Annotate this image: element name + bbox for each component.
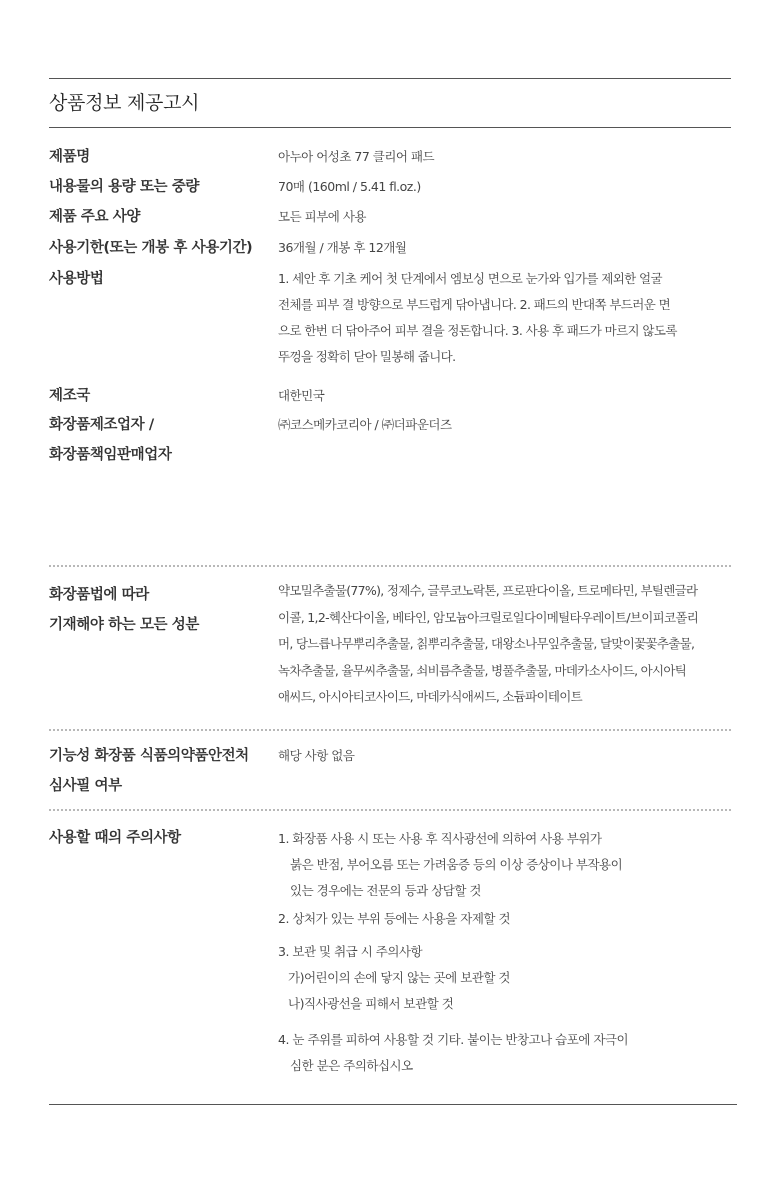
manufacturer-label-line: 화장품책임판매업자 bbox=[49, 447, 172, 463]
ingredients-line: 녹차추출물, 율무씨추출물, 쇠비름추출물, 병풀추출물, 마데카소사이드, 아시아틱 bbox=[278, 662, 687, 678]
caution-line: 있는 경우에는 전문의 등과 상담할 것 bbox=[290, 883, 481, 898]
manufacturer-label-line: 화장품제조업자 / bbox=[49, 417, 154, 433]
value-manufacturer: ㈜코스메카코리아 / ㈜더파운더즈 bbox=[278, 417, 452, 432]
value-origin: 대한민국 bbox=[278, 388, 325, 403]
divider-dotted bbox=[49, 729, 731, 731]
top-rule bbox=[49, 78, 731, 79]
label-origin: 제조국 bbox=[49, 388, 90, 404]
functional-label-line: 심사필 여부 bbox=[49, 778, 122, 794]
caution-line: 나)직사광선을 피해서 보관할 것 bbox=[288, 996, 454, 1011]
label-capacity: 내용물의 용량 또는 중량 bbox=[49, 179, 200, 195]
ingredients-line: 이콜, 1,2-헥산다이올, 베타인, 암모늄아크릴로일다이메틸타우레이트/브이피코폴리 bbox=[278, 609, 699, 625]
caution-line: 4. 눈 주위를 피하여 사용할 것 기타. 붙이는 반창고나 습포에 자극이 bbox=[278, 1032, 629, 1047]
usage-line: 뚜껑을 정확히 닫아 밀봉해 줍니다. bbox=[278, 349, 456, 364]
ingredients-line: 약모밀추출물(77%), 정제수, 글루코노락톤, 프로판다이올, 트로메타민, 부틸렌글라 bbox=[278, 583, 698, 598]
value-product-name: 아누아 어성초 77 클리어 패드 bbox=[278, 149, 435, 164]
value-ingredients bbox=[278, 578, 730, 711]
value-cautions-1 bbox=[278, 826, 730, 904]
divider-dotted bbox=[49, 809, 731, 811]
value-cautions-3 bbox=[278, 939, 730, 1017]
ingredients-label-line: 화장품법에 따라 bbox=[49, 587, 149, 603]
caution-line: 심한 분은 주의하십시오 bbox=[290, 1058, 413, 1073]
value-usage bbox=[278, 266, 730, 370]
caution-line: 가)어린이의 손에 닿지 않는 곳에 보관할 것 bbox=[288, 970, 510, 985]
caution-line: 3. 보관 및 취급 시 주의사항 bbox=[278, 944, 423, 959]
value-capacity: 70매 (160ml / 5.41 fl.oz.) bbox=[278, 179, 421, 194]
usage-line: 1. 세안 후 기초 케어 첫 단계에서 엠보싱 면으로 눈가와 입가를 제외한 얼굴 bbox=[278, 271, 662, 286]
label-usage: 사용방법 bbox=[49, 271, 104, 287]
label-main-spec: 제품 주요 사양 bbox=[49, 209, 140, 225]
ingredients-label-line: 기재해야 하는 모든 성분 bbox=[49, 617, 200, 633]
usage-line: 으로 한번 더 닦아주어 피부 결을 정돈합니다. 3. 사용 후 패드가 마르지 않도록 bbox=[278, 323, 677, 338]
ingredients-line: 애씨드, 아시아티코사이드, 마데카식애씨드, 소듐파이테이트 bbox=[278, 689, 583, 705]
label-product-name: 제품명 bbox=[49, 149, 90, 165]
title-rule bbox=[49, 127, 731, 128]
caution-line: 1. 화장품 사용 시 또는 사용 후 직사광선에 의하여 사용 부위가 bbox=[278, 831, 602, 846]
label-ingredients bbox=[49, 580, 274, 640]
caution-line: 2. 상처가 있는 부위 등에는 사용을 자제할 것 bbox=[278, 911, 511, 926]
value-main-spec: 모든 피부에 사용 bbox=[278, 209, 366, 224]
bottom-rule bbox=[49, 1104, 737, 1105]
caution-line: 붉은 반점, 부어오름 또는 가려움증 등의 이상 증상이나 부작용이 bbox=[290, 857, 623, 872]
page-title: 상품정보 제공고시 bbox=[49, 92, 200, 114]
value-expiry: 36개월 / 개봉 후 12개월 bbox=[278, 240, 407, 255]
divider-dotted bbox=[49, 565, 731, 567]
value-cautions-2 bbox=[278, 906, 730, 932]
value-functional: 해당 사항 없음 bbox=[278, 748, 355, 763]
label-expiry: 사용기한(또는 개봉 후 사용기간) bbox=[49, 240, 253, 256]
ingredients-line: 머, 당느릅나무뿌리추출물, 칡뿌리추출물, 대왕소나무잎추출물, 달맞이꽃꽃추출물, bbox=[278, 636, 695, 652]
label-cautions: 사용할 때의 주의사항 bbox=[49, 830, 181, 846]
functional-label-line: 기능성 화장품 식품의약품안전처 bbox=[49, 748, 249, 764]
value-cautions-4 bbox=[278, 1027, 730, 1079]
usage-line: 전체를 피부 결 방향으로 부드럽게 닦아냅니다. 2. 패드의 반대쪽 부드러운 면 bbox=[278, 297, 671, 312]
label-functional bbox=[49, 741, 274, 801]
label-manufacturer bbox=[49, 410, 274, 470]
